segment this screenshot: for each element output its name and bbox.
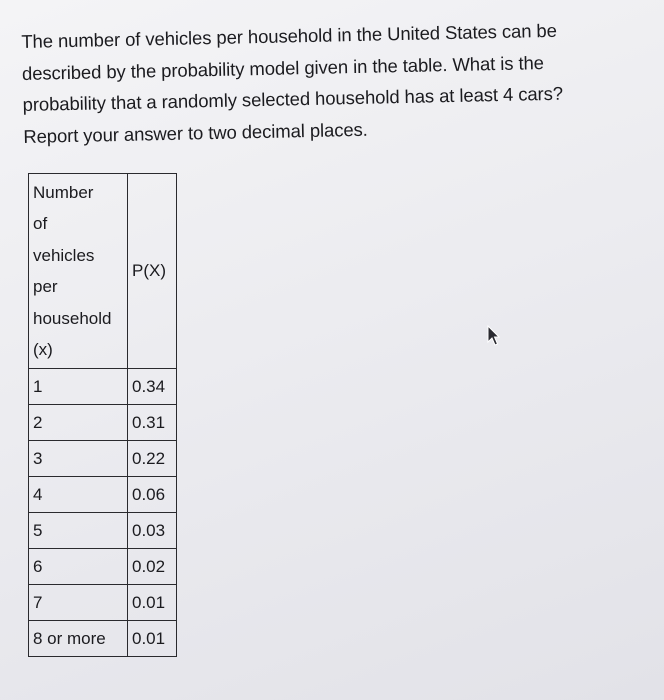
cell-x: 1 [29,369,128,405]
cell-x: 5 [29,513,128,549]
header-x-line: Number [33,182,94,202]
cell-x: 8 or more [29,621,128,657]
cell-p: 0.01 [128,621,177,657]
question-line: The number of vehicles per household in the United States can be [21,19,558,52]
question-line: probability that a randomly selected household has at least 4 cars? [22,82,564,115]
cell-x: 3 [29,441,128,477]
cell-p: 0.02 [128,549,177,585]
question-text [21,13,634,152]
question-line: Report your answer to two decimal places. [23,118,368,147]
table-row [29,585,177,621]
cell-p: 0.22 [128,441,177,477]
table-row [29,549,177,585]
cell-p: 0.03 [128,513,177,549]
header-x-line: (x) [33,340,53,359]
header-x-line: vehicles [33,245,95,265]
header-x-line: per [33,277,58,296]
table-row [29,369,177,405]
probability-table [28,173,177,657]
cell-p: 0.01 [128,585,177,621]
cell-x: 2 [29,405,128,441]
table-row [29,405,177,441]
question-line: described by the probability model given in the table. What is the [21,51,545,84]
header-x-line: of [33,214,48,233]
table-row [29,477,177,513]
cell-p: 0.31 [128,405,177,441]
header-x-line: household [33,308,112,328]
cell-x: 4 [29,477,128,513]
cell-x: 6 [29,549,128,585]
cell-x: 7 [29,585,128,621]
mouse-pointer-icon [486,325,500,347]
table-row [29,621,177,657]
table-row [29,513,177,549]
header-probability: P(X) [128,174,177,369]
table-header-row [29,174,177,369]
table-row [29,441,177,477]
cell-p: 0.34 [128,369,177,405]
cell-p: 0.06 [128,477,177,513]
header-vehicles-per-household [29,174,128,369]
